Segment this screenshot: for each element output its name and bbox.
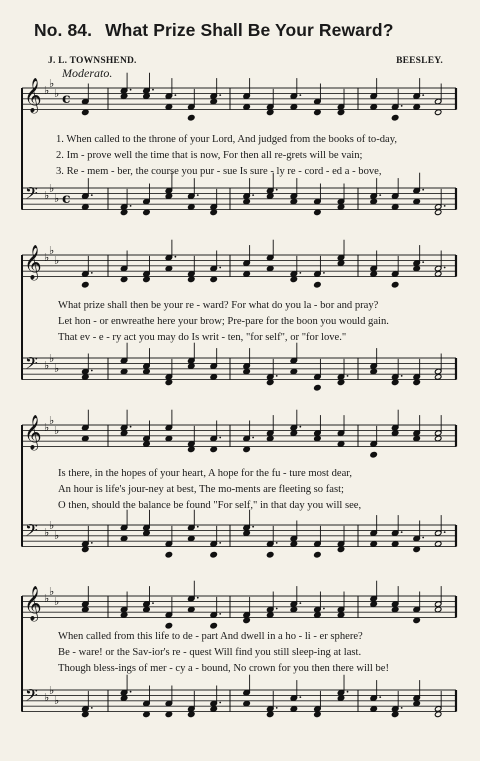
flat-sign-icon: ♭ — [54, 423, 60, 437]
treble-clef-icon: 𝄞 — [24, 414, 42, 450]
lyric-line: 3. Re - mem - ber, the course you pur - sue Is sure - ly re - cord - ed a - bove, — [56, 166, 382, 177]
flat-sign-icon: ♭ — [44, 358, 50, 372]
treble-clef-icon: 𝄞 — [24, 77, 42, 113]
lyric-line: Let hon - or enwreathe here your brow; Pre-pare for the boon you would gain. — [58, 316, 389, 327]
lyric-line: 1. When called to the throne of your Lord, And judged from the books of to-day, — [56, 134, 397, 145]
flat-sign-icon: ♭ — [54, 86, 60, 100]
lyric-line: Though bless-ings of mer - cy a - bound, No crown for you then there will be! — [58, 663, 389, 674]
treble-notes — [82, 581, 442, 629]
bass-notes — [82, 173, 446, 216]
treble-clef-icon: 𝄞 — [24, 585, 42, 621]
flat-sign-icon: ♭ — [49, 584, 55, 598]
flat-sign-icon: ♭ — [44, 690, 50, 704]
bass-clef-icon: 𝄢 — [25, 519, 38, 544]
flat-sign-icon: ♭ — [54, 594, 60, 608]
flat-sign-icon: ♭ — [54, 361, 60, 375]
tempo-marking: Moderato. — [62, 66, 113, 80]
lyric-line: Be - ware! or the Sav-ior's re - quest Will find you still sleep-ing at last. — [58, 647, 362, 658]
composer-credit: BEESLEY. — [396, 56, 443, 66]
lyric-line: O then, should the balance be found "For self," in that day you will see, — [58, 500, 362, 511]
lyricist-credit: J. L. TOWNSHEND. — [48, 56, 137, 66]
lyric-line: That ev - e - ry act you may do Is writ - ten, "for self", or "for love." — [58, 332, 347, 343]
lyric-line: Is there, in the hopes of your heart, A hope for the fu - ture most dear, — [58, 468, 353, 479]
flat-sign-icon: ♭ — [49, 683, 55, 697]
flat-sign-icon: ♭ — [54, 191, 60, 205]
treble-clef-icon: 𝄞 — [24, 244, 42, 280]
flat-sign-icon: ♭ — [44, 250, 50, 264]
lyric-line: What prize shall then be your re - ward? For what do you la - bor and pray? — [58, 300, 379, 311]
flat-sign-icon: ♭ — [44, 188, 50, 202]
flat-sign-icon: ♭ — [49, 181, 55, 195]
flat-sign-icon: ♭ — [49, 351, 55, 365]
hymn-title: What Prize Shall Be Your Reward? — [105, 20, 394, 40]
lyric-line: When called from this life to de - part And dwell in a ho - li - er sphere? — [58, 631, 363, 642]
flat-sign-icon: ♭ — [54, 528, 60, 542]
bass-clef-icon: 𝄢 — [25, 182, 38, 207]
flat-sign-icon: ♭ — [54, 253, 60, 267]
flat-sign-icon: ♭ — [49, 243, 55, 257]
bass-notes — [82, 510, 446, 558]
lyric-line: An hour is life's jour-ney at best, The mo-ments are fleeting so fast; — [58, 484, 344, 495]
music-system-1 — [0, 76, 480, 218]
flat-sign-icon: ♭ — [49, 76, 55, 90]
flat-sign-icon: ♭ — [49, 518, 55, 532]
hymn-number: No. 84. — [34, 20, 93, 40]
flat-sign-icon: ♭ — [49, 413, 55, 427]
treble-notes — [82, 240, 446, 288]
bass-notes — [82, 343, 442, 391]
time-signature: c — [62, 90, 71, 107]
flat-sign-icon: ♭ — [44, 420, 50, 434]
treble-notes — [82, 410, 442, 458]
bass-clef-icon: 𝄢 — [25, 352, 38, 377]
bass-clef-icon: 𝄢 — [25, 684, 38, 709]
flat-sign-icon: ♭ — [54, 693, 60, 707]
flat-sign-icon: ♭ — [44, 525, 50, 539]
treble-notes — [82, 73, 442, 121]
flat-sign-icon: ♭ — [44, 591, 50, 605]
flat-sign-icon: ♭ — [44, 83, 50, 97]
lyric-line: 2. Im - prove well the time that is now, For then all re-grets will be vain; — [56, 150, 363, 161]
bass-notes — [82, 675, 442, 718]
hymn-title-line — [34, 20, 394, 41]
time-signature: c — [62, 190, 71, 207]
